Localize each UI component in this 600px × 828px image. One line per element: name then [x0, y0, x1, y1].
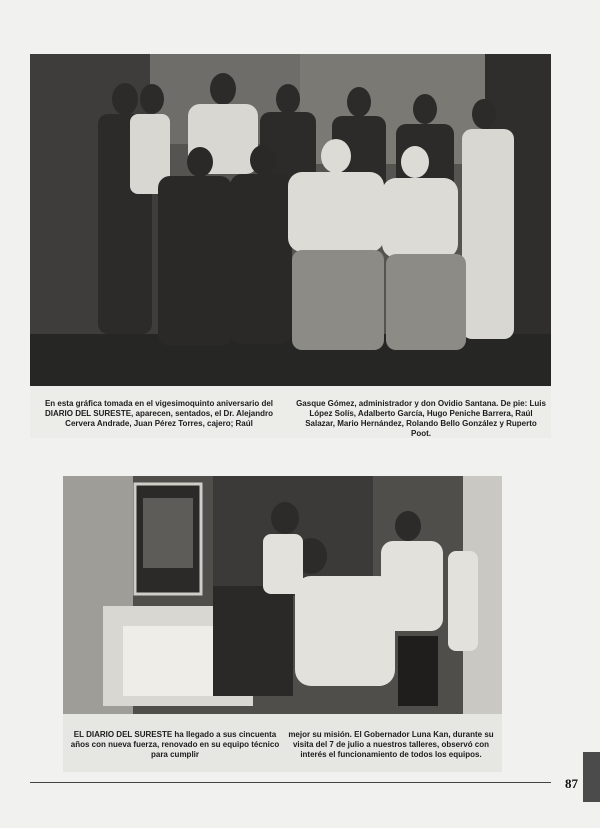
- footer-rule: [30, 782, 551, 783]
- workshop-photo-caption: [63, 714, 502, 772]
- group-photo-figures: [30, 54, 551, 386]
- caption-left-column: EL DIARIO DEL SURESTE ha llegado a sus cincuenta años con nueva fuerza, renovado en su equipo técnico para cumplir: [70, 730, 280, 759]
- caption-right-column: Gasque Gómez, administrador y don Ovidio Santana. De pie: Luis López Solís, Adalberto García, Hugo Peniche Barrera, Raúl Salazar, Mario Hernández, Rolando Bello González y Ruperto Poot.: [296, 399, 546, 438]
- page-edge-tab: [583, 752, 600, 802]
- page-number: 87: [565, 776, 578, 791]
- group-photo: [30, 54, 551, 386]
- caption-left-column: En esta gráfica tomada en el vigesimoquinto aniversario del DIARIO DEL SURESTE, aparecen, sentados, el Dr. Alejandro Cervera Andrade, Juan Pérez Torres, cajero; Raúl: [44, 399, 274, 428]
- caption-right-column: mejor su misión. El Gobernador Luna Kan, durante su visita del 7 de julio a nuestros talleres, observó con interés el funcionamiento de todos los equipos.: [288, 730, 494, 759]
- workshop-photo-figures: [63, 476, 502, 714]
- group-photo-caption: [30, 386, 551, 438]
- workshop-photo: [63, 476, 502, 714]
